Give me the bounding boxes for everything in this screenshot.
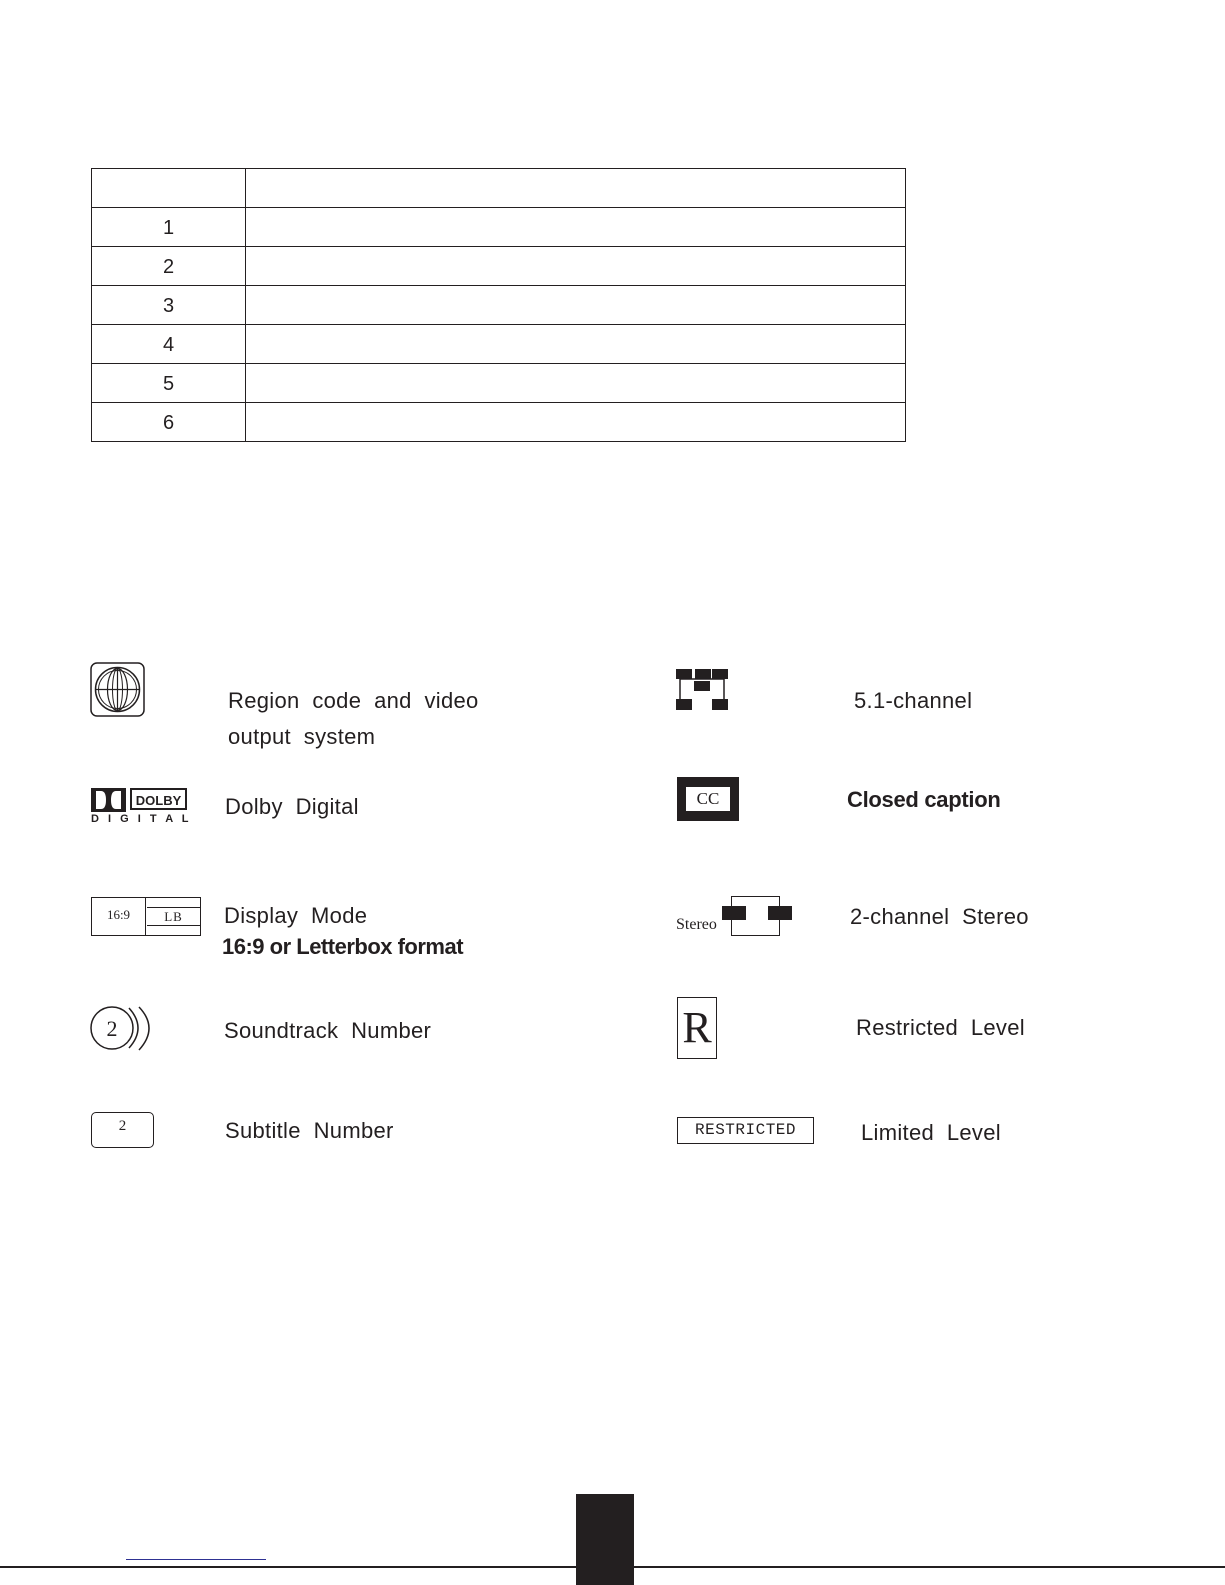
footer-link-underline <box>126 1559 266 1560</box>
restricted-label: Restricted Level <box>856 1015 1025 1040</box>
ratio-text: 16:9 <box>92 898 146 935</box>
stereo-icon <box>676 896 796 936</box>
region-number: 4 <box>92 325 246 364</box>
region-code-table <box>91 168 906 442</box>
table-row <box>92 364 906 403</box>
globe-icon <box>90 662 146 718</box>
dolby-digital-logo <box>91 788 191 828</box>
table-row <box>92 325 906 364</box>
region-number: 2 <box>92 247 246 286</box>
stereo-label: 2-channel Stereo <box>850 904 1029 929</box>
region-number: 6 <box>92 403 246 442</box>
region-area <box>246 208 906 247</box>
stereo-left-speaker <box>722 906 746 920</box>
page-number-tab <box>576 1494 634 1585</box>
letterbox-text: LB <box>147 907 200 926</box>
closed-caption-label: Closed caption <box>847 787 1001 812</box>
table-header-cell <box>92 169 246 208</box>
dolby-digital-text: D I G I T A L <box>91 813 192 825</box>
display-mode-label: Display Mode <box>224 903 368 928</box>
surround-label: 5.1-channel <box>854 688 973 713</box>
restricted-icon-text: RESTRICTED <box>694 1121 796 1139</box>
table-header-row <box>92 169 906 208</box>
region-number: 5 <box>92 364 246 403</box>
surround-5-1-icon <box>676 668 730 712</box>
table-row <box>92 403 906 442</box>
dolby-wordmark: DOLBY <box>130 788 187 810</box>
display-mode-sublabel: 16:9 or Letterbox format <box>222 934 464 959</box>
table-row <box>92 247 906 286</box>
subtitle-icon-number: 2 <box>118 1118 127 1134</box>
cc-icon <box>677 777 739 821</box>
stereo-right-speaker <box>768 906 792 920</box>
subtitle-icon <box>91 1112 154 1148</box>
table-row <box>92 286 906 325</box>
region-area <box>246 286 906 325</box>
region-area <box>246 403 906 442</box>
rating-r-icon <box>677 997 717 1059</box>
restricted-label-icon <box>677 1117 814 1144</box>
subtitle-label: Subtitle Number <box>225 1118 394 1143</box>
region-number: 3 <box>92 286 246 325</box>
soundtrack-icon <box>89 1004 164 1054</box>
cc-icon-text: CC <box>685 786 731 812</box>
dolby-label: Dolby Digital <box>225 794 359 819</box>
region-area <box>246 247 906 286</box>
stereo-icon-text: Stereo <box>676 916 717 933</box>
limited-label: Limited Level <box>861 1120 1001 1145</box>
region-number: 1 <box>92 208 246 247</box>
region-area <box>246 364 906 403</box>
dolby-double-d-icon <box>91 788 127 812</box>
soundtrack-icon-number: 2 <box>106 1016 118 1041</box>
region-area <box>246 325 906 364</box>
table-header-cell <box>246 169 906 208</box>
aspect-ratio-icon <box>91 897 201 936</box>
rating-r-text: R <box>682 1003 712 1052</box>
table-row <box>92 208 906 247</box>
region-label-line2: output system <box>228 724 376 749</box>
footer-rule <box>0 1566 1225 1568</box>
region-label-line1: Region code and video <box>228 688 479 713</box>
soundtrack-label: Soundtrack Number <box>224 1018 432 1043</box>
